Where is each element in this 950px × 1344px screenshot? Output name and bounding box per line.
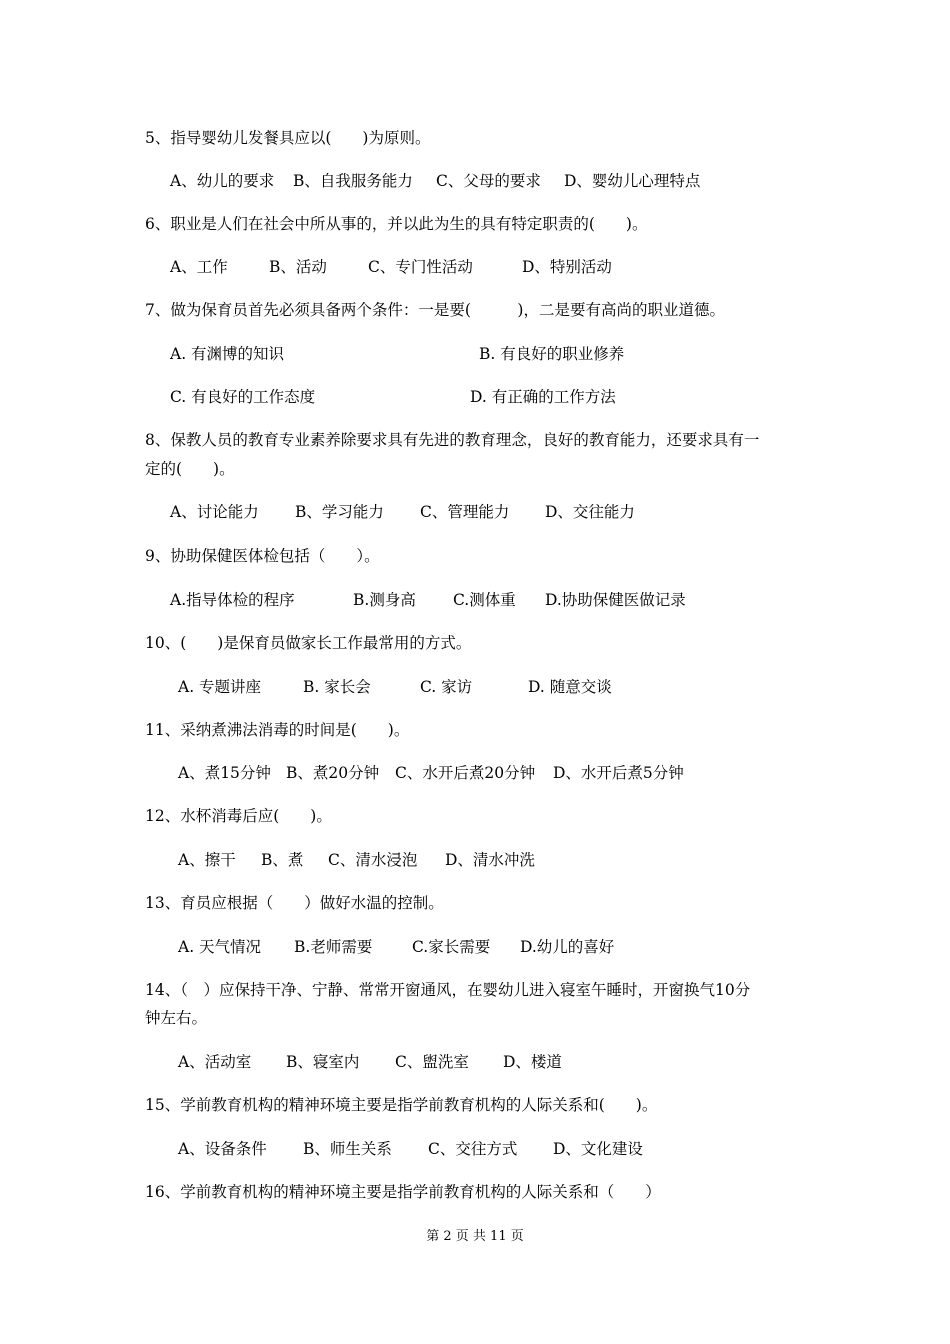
question-14-stem-line-2: 钟左右。 — [145, 1009, 208, 1027]
question-7-option-d: D. 有正确的工作方法 — [470, 388, 616, 406]
question-13-stem: 13、育员应根据（ ）做好水温的控制。 — [145, 894, 444, 912]
question-13-option-b: B.老师需要 — [294, 938, 373, 956]
question-10-option-d: D. 随意交谈 — [528, 678, 612, 696]
question-6-option-d: D、特别活动 — [522, 258, 612, 276]
question-15-option-c: C、交往方式 — [428, 1140, 518, 1158]
question-11-option-d: D、水开后煮5分钟 — [553, 764, 684, 782]
question-11-option-c: C、水开后煮20分钟 — [395, 764, 536, 782]
question-13-option-c: C.家长需要 — [412, 938, 491, 956]
question-15-option-d: D、文化建设 — [553, 1140, 643, 1158]
question-5-option-a: A、幼儿的要求 — [170, 172, 275, 190]
question-15-option-b: B、师生关系 — [303, 1140, 392, 1158]
question-12-option-d: D、清水冲洗 — [445, 851, 535, 869]
question-13-option-a: A. 天气情况 — [178, 938, 262, 956]
question-5-stem: 5、指导婴幼儿发餐具应以( )为原则。 — [145, 129, 431, 147]
question-6-option-a: A、工作 — [170, 258, 228, 276]
question-7-option-a: A. 有渊博的知识 — [170, 345, 285, 363]
question-14-option-d: D、楼道 — [503, 1053, 562, 1071]
question-9-option-a: A.指导体检的程序 — [170, 591, 295, 609]
question-5-option-d: D、婴幼儿心理特点 — [564, 172, 701, 190]
question-8-option-d: D、交往能力 — [545, 503, 635, 521]
question-8-stem-line-2: 定的( )。 — [145, 460, 235, 478]
question-9-option-d: D.协助保健医做记录 — [545, 591, 686, 609]
question-6-option-b: B、活动 — [269, 258, 327, 276]
question-16-stem: 16、学前教育机构的精神环境主要是指学前教育机构的人际关系和（ ） — [145, 1183, 661, 1201]
question-13-option-d: D.幼儿的喜好 — [520, 938, 615, 956]
question-9-option-c: C.测体重 — [453, 591, 516, 609]
question-14-option-a: A、活动室 — [178, 1053, 252, 1071]
question-11-option-b: B、煮20分钟 — [286, 764, 380, 782]
question-7-stem: 7、做为保育员首先必须具备两个条件：一是要( )，二是要有高尚的职业道德。 — [145, 301, 725, 319]
question-12-option-c: C、清水浸泡 — [328, 851, 418, 869]
question-7-option-b: B. 有良好的职业修养 — [479, 345, 625, 363]
question-5-option-b: B、自我服务能力 — [293, 172, 413, 190]
question-8-option-a: A、讨论能力 — [170, 503, 259, 521]
question-10-option-c: C. 家访 — [420, 678, 473, 696]
question-12-option-b: B、煮 — [261, 851, 304, 869]
question-10-option-a: A. 专题讲座 — [178, 678, 262, 696]
question-12-stem: 12、水杯消毒后应( )。 — [145, 807, 332, 825]
question-11-stem: 11、采纳煮沸法消毒的时间是( )。 — [145, 721, 410, 739]
question-8-stem-line-1: 8、保教人员的教育专业素养除要求具有先进的教育理念，良好的教育能力，还要求具有一 — [145, 431, 760, 449]
question-10-option-b: B. 家长会 — [303, 678, 371, 696]
page-number-footer: 第 2 页 共 11 页 — [426, 1229, 524, 1244]
question-8-option-c: C、管理能力 — [420, 503, 510, 521]
question-15-stem: 15、学前教育机构的精神环境主要是指学前教育机构的人际关系和( )。 — [145, 1096, 658, 1114]
question-9-stem: 9、协助保健医体检包括（ ）。 — [145, 547, 380, 565]
question-9-option-b: B.测身高 — [353, 591, 416, 609]
question-8-option-b: B、学习能力 — [295, 503, 384, 521]
question-14-option-c: C、盥洗室 — [395, 1053, 469, 1071]
question-14-option-b: B、寝室内 — [286, 1053, 360, 1071]
question-5-option-c: C、父母的要求 — [436, 172, 541, 190]
question-7-option-c: C. 有良好的工作态度 — [170, 388, 316, 406]
question-14-stem-line-1: 14、（ ）应保持干净、宁静、常常开窗通风，在婴幼儿进入寝室午睡时，开窗换气10分 — [145, 981, 751, 999]
question-10-stem: 10、( )是保育员做家长工作最常用的方式。 — [145, 634, 472, 652]
question-6-stem: 6、职业是人们在社会中所从事的，并以此为生的具有特定职责的( )。 — [145, 215, 648, 233]
question-12-option-a: A、擦干 — [178, 851, 236, 869]
question-15-option-a: A、设备条件 — [178, 1140, 267, 1158]
question-11-option-a: A、煮15分钟 — [178, 764, 271, 782]
question-6-option-c: C、专门性活动 — [368, 258, 473, 276]
